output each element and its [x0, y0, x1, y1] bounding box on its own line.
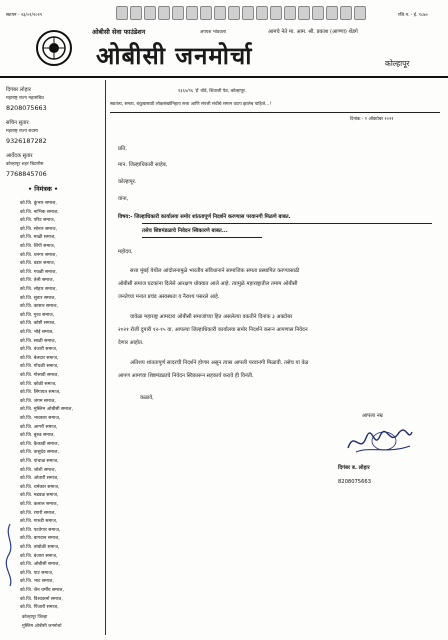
foundation-name: ओबीसी सेवा फाउंडेशन	[92, 28, 146, 36]
contact2-phone: 9326187282	[6, 137, 47, 145]
leader-photo	[284, 6, 296, 20]
leader-photo	[270, 6, 282, 20]
member-list-item: को.जि. गोसावी समाज,	[20, 373, 59, 378]
member-list-item: को.जि. गवळी समाज,	[20, 269, 57, 275]
greeting: यांना,	[118, 196, 129, 202]
closing: कळावे,	[140, 395, 154, 401]
contact1-name: दिगंबर लोहार	[6, 87, 31, 93]
member-list-item: को.जि. वासुदेव समाज,	[20, 450, 59, 456]
contact1-phone: 8208075663	[6, 104, 47, 112]
letter-date: दिनांक - १ ऑक्टोबर २०२१	[350, 117, 394, 122]
para1-line1: सत्ता मुंबई येथील आंदोलनामुळे भारतीय संविधानाने सामाजिक समता प्रस्थापित करण्यासाठी	[130, 268, 300, 274]
member-list-item: को.जि. कोळी समाज,	[20, 381, 57, 387]
para2-line2: २०२१ रोजी दुपारी १२-१५ वा. आपल्या जिल्हाधिकारी कार्यालया समोर निदर्शने करून आपणास निवेदन	[118, 327, 308, 333]
member-list-item: को.जि. सोनार समाज,	[20, 226, 57, 232]
recipient-name: मान. जिल्हाधिकारी साहेब,	[118, 162, 168, 168]
leader-photo	[242, 6, 254, 20]
member-list-item: को.जि. गारुडी समाज,	[20, 519, 58, 525]
member-list-item: को.जि. धनगर समाज,	[20, 252, 57, 258]
member-list-item: को.जि. आगरी समाज,	[20, 424, 58, 430]
slogan-divider	[110, 112, 440, 113]
member-list-item: को.जि. ओबीसी समाज,	[20, 562, 60, 568]
subject-line-1: विषय:- जिल्हाधिकारी कार्यालया समोर शांततापूर्ण निदर्शने करण्यास परवानगी मिळणे बाबत.	[118, 214, 291, 220]
member-list-item: को.जि. ओतारी समाज,	[20, 476, 59, 482]
recipient-label: प्रति,	[118, 146, 127, 152]
member-list-item: को.जि. माळी समाज,	[20, 235, 56, 241]
subject-underline-1	[142, 223, 432, 224]
member-list-item: को.जि. जैन धर्मीय समाज,	[20, 588, 64, 593]
signature-icon	[344, 424, 416, 460]
member-list-item: को.जि. भोई समाज,	[20, 330, 54, 335]
member-list-item: को.जि. पिंजारी समाज,	[20, 605, 59, 611]
leader-photo	[214, 6, 226, 20]
leader-photo	[130, 6, 142, 20]
member-list-item: को.जि. शिंपी समाज,	[20, 244, 56, 249]
member-list-item: को.जि. गोंधळी समाज,	[20, 364, 59, 370]
salutation: महोदय,	[118, 249, 133, 255]
member-list-item: को.जि. तेली समाज,	[20, 278, 54, 284]
signatory-name: दिगंबर ब. लोहार	[338, 465, 370, 471]
leader-photo	[186, 6, 198, 20]
member-list-item: को.जि. परिट समाज,	[20, 218, 56, 224]
member-list-item: को.जि. सुतार समाज,	[20, 295, 56, 301]
leader-photo	[144, 6, 156, 20]
para3-line2: आपण आमच्या शिष्टमंडळाचे निवेदन स्विकारून सहकार्य करावे ही विनंती.	[118, 373, 254, 379]
para2-line3: देणार आहोत.	[118, 340, 144, 346]
foundation-tagline: अपयश भांडवला	[200, 30, 226, 35]
member-list-item: को.जि. पटवेगार समाज,	[20, 527, 61, 533]
member-list-item: को.जि. भाट समाज,	[20, 579, 54, 585]
member-list-item: को.जि. कलाल समाज,	[20, 502, 59, 507]
member-list-item: को.जि. मडवळ समाज,	[20, 493, 59, 499]
para3-line1: अतिशय शांततापूर्ण सादरची निदर्शने होणार असून त्यास आपली परवानगी मिळावी. तसेच या वेळ	[130, 360, 309, 366]
member-list-item: को.जि. बेलदार समाज,	[20, 355, 59, 361]
member-list-item: को.जि. पाट समाज,	[20, 570, 54, 576]
sidebar-divider	[105, 80, 106, 635]
member-list-item: को.जि. लोहार समाज,	[20, 287, 57, 292]
para1-line3: जनतेच्या मनात प्रचंड अस्वस्थता व नैराश्य पसरले आहे.	[118, 294, 220, 300]
leader-photos	[116, 6, 366, 20]
recipient-city: कोल्हापूर.	[118, 179, 137, 185]
leader-photo	[228, 6, 240, 20]
margin-handwriting-icon	[2, 520, 18, 590]
org-slogan: स्वातंत्र्य, समता, बंधुत्वासाठी लोकसंख्येनिहाय सत्ता आणि संपत्ती संधीचे समान वाटप झालेच पाहिजे...!	[110, 102, 272, 107]
logo-emblem-icon	[38, 32, 70, 64]
member-list-item: को.जि. लिंगायत समाज,	[20, 390, 61, 396]
para2-line1: यावेळा महाराष्ट्र आमदारा ओबीसी समाजांच्या हित असलेल्या वकतीने दिनांक ३ अक्टोबर	[130, 314, 293, 320]
leader-photo	[312, 6, 324, 20]
member-list-item: को.जि. रंगारी समाज,	[20, 510, 56, 516]
leader-photo	[298, 6, 310, 20]
contact3-role: कोल्हापूर शहर चिटणीस	[6, 162, 44, 167]
member-list-item: को.जि. चर्मकार समाज,	[20, 484, 60, 490]
member-list-item: को.जि. साळी समाज,	[20, 338, 57, 344]
subject-line-2: तसेच शिष्टमंडळाचे निवेदन स्विकारणे बाबत...	[142, 228, 228, 234]
handwritten-signature	[344, 424, 416, 460]
member-list-item: को.जि. कैकाडी समाज,	[20, 441, 59, 447]
member-list-item: को.जि. जंगम समाज,	[20, 398, 56, 404]
contact3-phone: 7768845706	[6, 170, 47, 178]
organization-logo	[36, 30, 72, 66]
members-heading: • निमंत्रक •	[28, 185, 59, 193]
leader-line: आमचे नेते मा. आम. श्री. प्रकाश (आण्णा) शेंडगे	[268, 29, 358, 35]
member-list-item: को.जि. जोशी समाज,	[20, 467, 56, 473]
member-list-item: को.जि. कोष्टी समाज,	[20, 321, 56, 327]
member-list-item: को.जि. बागवान समाज,	[20, 536, 60, 542]
contact1-role: महाराष्ट्र राज्य महासचिव	[6, 96, 44, 101]
para1-line2: ओबीसी समाज घटकांना दिलेले आरक्षण धोक्यात आले आहे. त्यामुळे महाराष्ट्रातील तमाम ओबीसी	[118, 281, 298, 287]
city-name: कोल्हापूर	[385, 59, 410, 68]
leader-photo	[340, 6, 352, 20]
registration-number: रजि.न. - ई. १८७०	[398, 13, 428, 18]
leader-photo	[354, 6, 366, 20]
signatory-phone: 8208075663	[338, 479, 372, 485]
leader-photo	[172, 6, 184, 20]
yours-faithfully: आपला नम्र	[362, 413, 383, 419]
subject-underline-2	[142, 237, 262, 238]
member-list-item: को.जि. विश्वकर्मा समाज,	[20, 596, 63, 602]
contact2-name: सचिन सुतार	[6, 120, 29, 126]
member-list-item: को.जि. भावसार समाज,	[20, 416, 61, 421]
member-list-item: को.जि. वंजारी समाज,	[20, 347, 58, 353]
leader-photo	[326, 6, 338, 20]
org-title: ओबीसी जनमोर्चा	[96, 42, 253, 70]
member-list-item: को.जि. बुरुड समाज,	[20, 433, 55, 439]
sidebar-footer-org: मुस्लिम ओबीसी जनमोर्चा	[22, 624, 62, 629]
leader-photo	[116, 6, 128, 20]
member-list-item: को.जि. कुंभार समाज,	[20, 201, 57, 206]
member-list-item: को.जि. मुस्लिम ओबीसी समाज,	[20, 407, 73, 413]
member-list-item: को.जि. बंजारा समाज,	[20, 553, 58, 559]
sidebar-footer-district: कोल्हापूर जिल्हा	[22, 615, 48, 620]
header-divider	[0, 76, 448, 78]
member-list-item: को.जि. तांबोळी समाज,	[20, 545, 60, 550]
contact2-role: महाराष्ट्र राज्य सदस्य	[6, 129, 38, 134]
org-address: १३६५/१६ 'ई' वॉर्ड, शिवाजी पेठ, कोल्हापूर.	[178, 89, 247, 94]
member-list-item: को.जि. पांचाळ समाज,	[20, 459, 59, 464]
leader-photo	[200, 6, 212, 20]
contact3-name: आर्वेदक सुतार	[6, 153, 33, 159]
leader-photo	[256, 6, 268, 20]
member-list-item: को.जि. नाभिक समाज,	[20, 209, 59, 215]
leader-photo	[158, 6, 170, 20]
member-list-item: को.जि. कासार समाज,	[20, 304, 58, 310]
member-list-item: को.जि. गुरव समाज,	[20, 312, 55, 318]
established-date: स्थापन - २३/०१/२०१९	[6, 13, 43, 18]
member-list-item: को.जि. वडार समाज,	[20, 261, 56, 267]
